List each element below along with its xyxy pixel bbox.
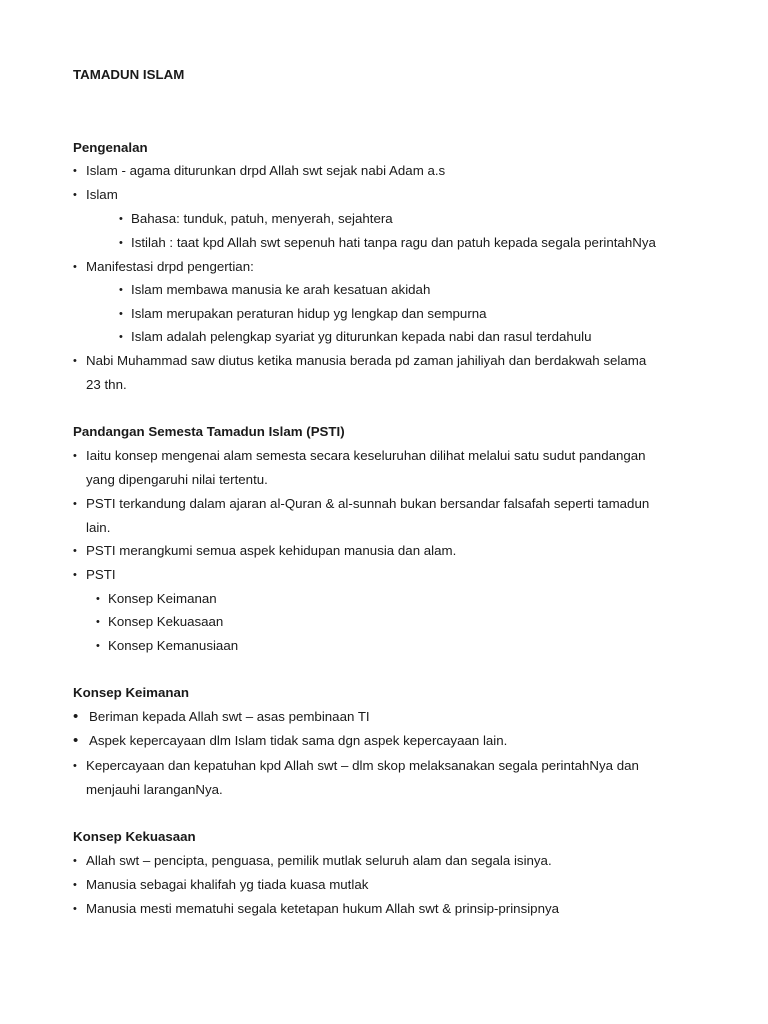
bullet-marker: • xyxy=(73,189,77,201)
bullet-marker: • xyxy=(73,855,77,867)
list-item-continuation: menjauhi laranganNya. xyxy=(86,782,223,797)
bullet-marker: • xyxy=(73,708,79,725)
bullet-marker: • xyxy=(73,165,77,177)
bullet-marker: • xyxy=(73,545,77,557)
list-item-continuation: lain. xyxy=(86,520,111,535)
bullet-marker: • xyxy=(96,640,100,652)
bullet-marker: • xyxy=(73,903,77,915)
list-item-continuation: 23 thn. xyxy=(86,377,127,392)
list-item: Istilah : taat kpd Allah swt sepenuh hati tanpa ragu dan patuh kepada segala perintahNya xyxy=(131,235,656,250)
list-item: Beriman kepada Allah swt – asas pembinaan TI xyxy=(89,709,370,724)
heading-psti: Pandangan Semesta Tamadun Islam (PSTI) xyxy=(73,424,345,439)
bullet-marker: • xyxy=(119,284,123,296)
list-item: Konsep Keimanan xyxy=(108,591,217,606)
bullet-marker: • xyxy=(73,450,77,462)
list-item: Manusia sebagai khalifah yg tiada kuasa mutlak xyxy=(86,877,369,892)
list-item: Manusia mesti mematuhi segala ketetapan hukum Allah swt & prinsip-prinsipnya xyxy=(86,901,560,916)
bullet-marker: • xyxy=(73,355,77,367)
heading-kekuasaan: Konsep Kekuasaan xyxy=(73,829,196,844)
bullet-marker: • xyxy=(119,213,123,225)
bullet-marker: • xyxy=(73,879,77,891)
list-item: Konsep Kemanusiaan xyxy=(108,638,239,653)
list-item: Islam xyxy=(86,187,118,202)
list-item: Islam - agama diturunkan drpd Allah swt sejak nabi Adam a.s xyxy=(86,163,446,178)
bullet-marker: • xyxy=(119,331,123,343)
list-item-continuation: yang dipengaruhi nilai tertentu. xyxy=(86,472,268,487)
list-item: Islam merupakan peraturan hidup yg lengkap dan sempurna xyxy=(131,306,487,321)
bullet-marker: • xyxy=(119,308,123,320)
list-item: Nabi Muhammad saw diutus ketika manusia berada pd zaman jahiliyah dan berdakwah selama xyxy=(86,353,647,368)
bullet-marker: • xyxy=(119,237,123,249)
document-title: TAMADUN ISLAM xyxy=(73,67,185,82)
bullet-marker: • xyxy=(96,616,100,628)
bullet-marker: • xyxy=(73,261,77,273)
list-item: Islam membawa manusia ke arah kesatuan akidah xyxy=(131,282,431,297)
list-item: Manifestasi drpd pengertian: xyxy=(86,259,254,274)
heading-keimanan: Konsep Keimanan xyxy=(73,685,190,700)
list-item: Kepercayaan dan kepatuhan kpd Allah swt – dlm skop melaksanakan segala perintahNya dan xyxy=(86,758,639,773)
list-item: Iaitu konsep mengenai alam semesta secara keseluruhan dilihat melalui satu sudut pandangan xyxy=(86,448,646,463)
list-item: PSTI merangkumi semua aspek kehidupan manusia dan alam. xyxy=(86,543,457,558)
bullet-marker: • xyxy=(96,593,100,605)
list-item: Islam adalah pelengkap syariat yg diturunkan kepada nabi dan rasul terdahulu xyxy=(131,329,592,344)
list-item: Allah swt – pencipta, penguasa, pemilik mutlak seluruh alam dan segala isinya. xyxy=(86,853,552,868)
bullet-marker: • xyxy=(73,760,77,772)
list-item: PSTI xyxy=(86,567,116,582)
list-item: Bahasa: tunduk, patuh, menyerah, sejahtera xyxy=(131,211,393,226)
list-item: PSTI terkandung dalam ajaran al-Quran & al-sunnah bukan bersandar falsafah seperti tamadun xyxy=(86,496,650,511)
bullet-marker: • xyxy=(73,498,77,510)
bullet-marker: • xyxy=(73,732,79,749)
list-item: Aspek kepercayaan dlm Islam tidak sama dgn aspek kepercayaan lain. xyxy=(89,733,508,748)
heading-pengenalan: Pengenalan xyxy=(73,140,148,155)
list-item: Konsep Kekuasaan xyxy=(108,614,224,629)
bullet-marker: • xyxy=(73,569,77,581)
